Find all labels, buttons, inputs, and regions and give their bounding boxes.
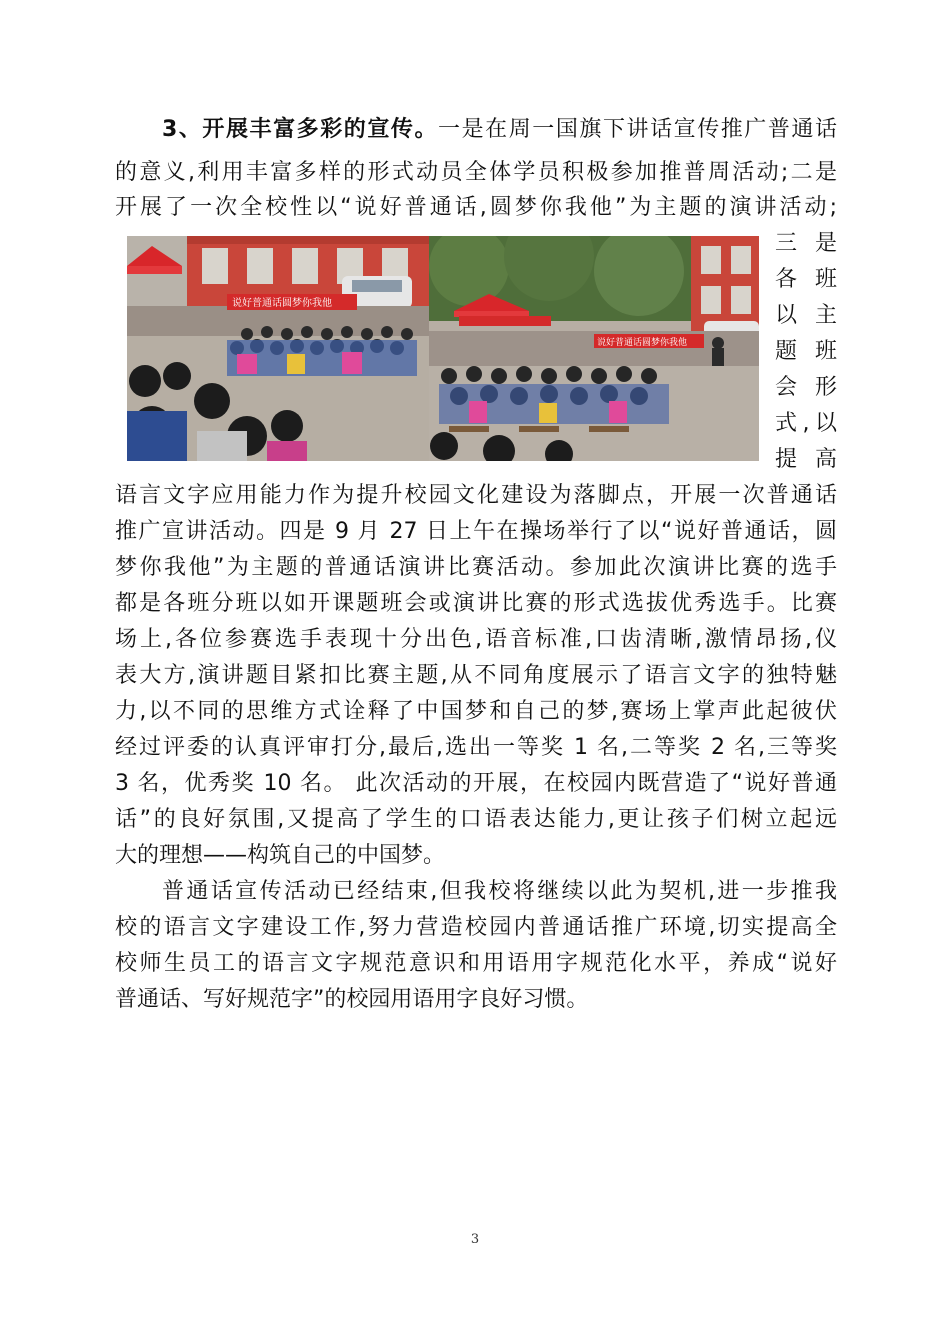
paragraph-1-line-after-11: 大的理想——构筑自己的中国梦。 xyxy=(115,843,446,868)
paragraph-1-line-after-3: 梦你我他”为主题的普通话演讲比赛活动。参加此次演讲比赛的选手 xyxy=(115,555,837,580)
paragraph-1-line-after-8: 经过评委的认真评审打分,最后,选出一等奖 1 名,二等奖 2 名,三等奖 xyxy=(115,735,837,760)
side-text-line-3: 以 主 xyxy=(775,303,837,328)
event-photo-left-image xyxy=(127,236,429,461)
paragraph-1-line-after-4: 都是各班分班以如开课题班会或演讲比赛的形式选拔优秀选手。比赛 xyxy=(115,591,837,616)
page-number: 3 xyxy=(470,1232,480,1247)
paragraph-1-line-3: 开展了一次全校性以“说好普通话,圆梦你我他”为主题的演讲活动; xyxy=(115,195,837,220)
banner-text: 说好普通话圆梦你我他 xyxy=(597,338,688,348)
side-text-line-4: 题 班 xyxy=(775,339,837,364)
paragraph-2-line-2: 校的语言文字建设工作,努力营造校园内普通话推广环境,切实提高全 xyxy=(115,915,837,940)
side-text-line-7: 提 高 xyxy=(775,447,837,472)
side-text-line-5: 会 形 xyxy=(775,375,837,400)
paragraph-1-line-after-1: 语言文字应用能力作为提升校园文化建设为落脚点，开展一次普通话 xyxy=(115,483,837,508)
paragraph-1-line-after-10: 话”的良好氛围,又提高了学生的口语表达能力,更让孩子们树立起远 xyxy=(115,807,837,832)
paragraph-2-line-3: 校师生员工的语言文字规范意识和用语用字规范化水平，养成“说好 xyxy=(115,951,837,976)
paragraph-2-line-4: 普通话、写好规范字”的校园用语用字良好习惯。 xyxy=(115,987,589,1012)
paragraph-1-line-after-9: 3 名，优秀奖 10 名。 此次活动的开展，在校园内既营造了“说好普通 xyxy=(115,771,837,796)
side-text-line-1: 三 是 xyxy=(775,231,837,256)
event-photo-left xyxy=(127,236,429,461)
paragraph-1-line-after-5: 场上,各位参赛选手表现十分出色,语音标准,口齿清晰,激情昂扬,仪 xyxy=(115,627,837,652)
side-text-line-2: 各 班 xyxy=(775,267,837,292)
section-heading: 3、开展丰富多彩的宣传。 xyxy=(162,117,439,142)
paragraph-1-line-1-text: 一是在周一国旗下讲话宣传推广普通话 xyxy=(438,117,837,142)
paragraph-1-line-after-6: 表大方,演讲题目紧扣比赛主题,从不同角度展示了语言文字的独特魅 xyxy=(115,663,837,688)
paragraph-2-line-1: 普通话宣传活动已经结束,但我校将继续以此为契机,进一步推我 xyxy=(162,879,837,904)
event-photo-right xyxy=(429,236,759,461)
side-text-line-6: 式,以 xyxy=(775,411,837,436)
paragraph-1-line-2: 的意义,利用丰富多样的形式动员全体学员积极参加推普周活动;二是 xyxy=(115,160,837,185)
paragraph-1-line-after-7: 力,以不同的思维方式诠释了中国梦和自己的梦,赛场上掌声此起彼伏 xyxy=(115,699,837,724)
banner-text: 说好普通话圆梦你我他 xyxy=(232,298,332,309)
event-photo-right-image xyxy=(429,236,759,461)
paragraph-1-line-1 xyxy=(162,112,837,148)
paragraph-1-line-after-2: 推广宣讲活动。四是 9 月 27 日上午在操场举行了以“说好普通话，圆 xyxy=(115,519,837,544)
